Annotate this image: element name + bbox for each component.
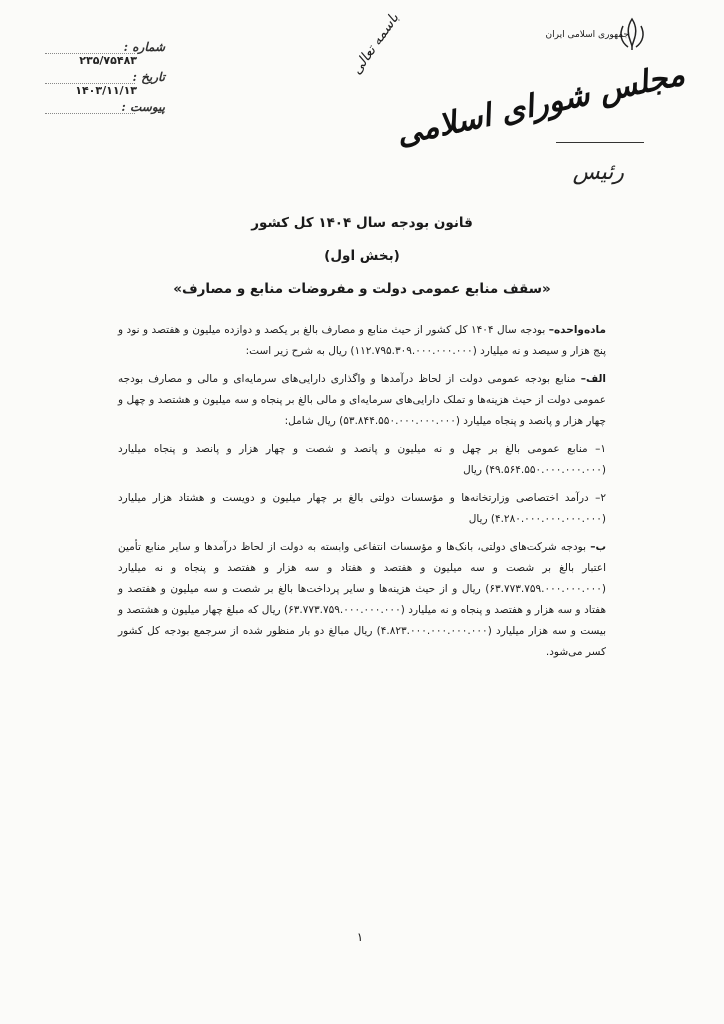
paragraph-text: بودجه شرکت‌های دولتی، بانک‌ها و مؤسسات انتفاعی وابسته به دولت از لحاظ درآمدها و سایر منابع تأمین اعتبار بالغ بر شصت و سه میلیون و هفتصد و هفتاد و سه هزار و هفتصد و پنجاه و نه میلیارد (۶۳.۷۷۳.۷۵۹.۰۰۰.۰۰۰.۰۰۰) ریال و از حیث هزینه‌ها و سایر پرداخت‌ها بالغ بر شصت و سه میلیون و هفتصد و هفتاد و سه هزار و هفتصد و پنجاه و نه میلیارد (۶۳.۷۷۳.۷۵۹.۰۰۰.۰۰۰.۰۰۰) ریال که مبلغ چهار میلیون و هشتصد و بیست و سه هزار میلیارد (۴.۸۲۳.۰۰۰.۰۰۰.۰۰۰.۰۰۰) ریال مبالغ دو بار منظور شده از سرجمع بودجه کل کشور کسر می‌شود. [118, 541, 606, 658]
date-label: تاریخ : [132, 70, 165, 84]
attachment-label: پیوست : [121, 100, 165, 114]
document-body [118, 320, 606, 670]
paragraph-lead: ب– [590, 541, 606, 553]
document-meta [45, 40, 165, 130]
meta-date-row [45, 70, 165, 100]
item-1-paragraph [118, 439, 606, 481]
meta-attachment-row [45, 100, 165, 130]
paragraph-lead: ماده‌واحده– [548, 324, 606, 336]
paragraph-text: منابع بودجه عمومی دولت از لحاظ درآمدها و واگذاری دارایی‌های سرمایه‌ای و مالی و مصارف بودجه عمومی دولت از حیث هزینه‌ها و تملک دارایی‌های سرمایه‌ای و مالی بالغ بر پنجاه و سه میلیون و هشتصد و چهل و چهار هزار و پانصد و پنجاه میلیارد (۵۳.۸۴۴.۵۵۰.۰۰۰.۰۰۰.۰۰۰) ریال شامل: [118, 373, 606, 427]
document-titles [0, 214, 724, 313]
letterhead-divider [556, 142, 644, 143]
law-title: قانون بودجه سال ۱۴۰۴ کل کشور [251, 215, 473, 231]
paragraph-lead: الف– [580, 373, 606, 385]
attachment-dotted-line [45, 113, 135, 114]
clause-alef-paragraph [118, 369, 606, 432]
paragraph-text: ۲– درآمد اختصاصی وزارتخانه‌ها و مؤسسات دولتی بالغ بر چهار میلیون و دویست و هشتاد هزار میلیارد (۴.۲۸۰.۰۰۰.۰۰۰.۰۰۰.۰۰۰) ریال [118, 492, 606, 525]
clause-be-paragraph [118, 537, 606, 663]
meta-number-row [45, 40, 165, 70]
basmala: باسمه تعالی [348, 10, 403, 78]
number-value: ۲۳۵/۷۵۴۸۳ [79, 54, 137, 67]
subject-title: «سقف منابع عمومی دولت و مفروضات منابع و مصارف» [173, 281, 551, 297]
section-title: (بخش اول) [324, 248, 400, 264]
paragraph-text: ۱– منابع عمومی بالغ بر چهل و نه میلیون و پانصد و شصت و چهار هزار و پانصد و پنجاه میلیارد (۴۹.۵۶۴.۵۵۰.۰۰۰.۰۰۰.۰۰۰) ریال [118, 443, 606, 476]
letterhead-country: جمهوری اسلامی ایران [545, 30, 629, 40]
letterhead-speaker: رئیس [572, 160, 624, 185]
letterhead-parliament: مجلس شورای اسلامی [393, 56, 688, 153]
paragraph-text: بودجه سال ۱۴۰۴ کل کشور از حیث منابع و مصارف بالغ بر یکصد و دوازده میلیون و هفتصد و نود و پنج هزار و سیصد و نه میلیارد (۱۱۲.۷۹۵.۳۰۹.۰۰۰.۰۰۰.۰۰۰) ریال به شرح زیر است: [118, 324, 606, 357]
article-paragraph [118, 320, 606, 362]
number-label: شماره : [123, 40, 165, 54]
date-value: ۱۴۰۳/۱۱/۱۳ [75, 84, 137, 97]
page-number: ۱ [356, 930, 364, 944]
item-2-paragraph [118, 488, 606, 530]
